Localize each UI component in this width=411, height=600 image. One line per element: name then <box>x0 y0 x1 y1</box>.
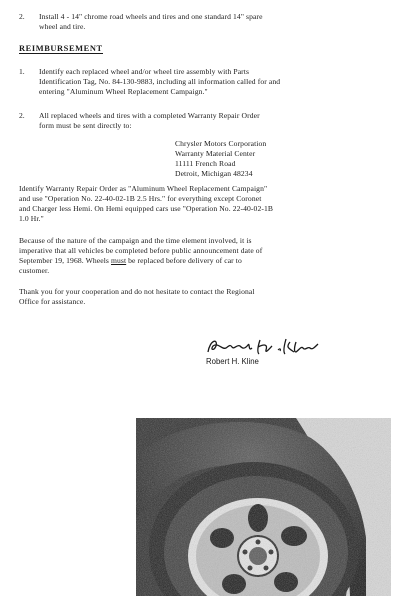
address-line: 11111 French Road <box>175 159 236 168</box>
item-number: 1. <box>19 67 25 76</box>
signature-stroke <box>208 341 252 352</box>
text-run: September 19, 1968. Wheels <box>19 256 111 265</box>
signature-stroke <box>278 349 280 351</box>
text-line: and Charger less Hemi. On Hemi equipped cars use "Operation No. 22-40-02-1B <box>19 204 274 213</box>
text-line: entering "Aluminum Wheel Replacement Campaign." <box>39 87 208 96</box>
text-line: form must be sent directly to: <box>39 121 132 130</box>
text-line: wheel and tire. <box>39 22 86 31</box>
text-line: Thank you for your cooperation and do not hesitate to contact the Regional <box>19 287 255 296</box>
photo-grain <box>136 418 391 596</box>
address-line: Chrysler Motors Corporation <box>175 139 267 148</box>
text-line: and use "Operation No. 22-40-02-1B 2.5 Hrs." for everything except Coronet <box>19 194 262 203</box>
reimbursement-item1-text <box>39 67 280 97</box>
thanks-paragraph <box>19 287 255 307</box>
text-line: Office for assistance. <box>19 297 86 306</box>
text-line: All replaced wheels and tires with a completed Warranty Repair Order <box>39 111 260 120</box>
text-line: imperative that all vehicles be completed before public announcement date of <box>19 246 263 255</box>
text-line <box>19 256 262 266</box>
text-line: Identify Warranty Repair Order as "Aluminum Wheel Replacement Campaign" <box>19 184 268 193</box>
reimbursement-heading: REIMBURSEMENT <box>19 44 103 53</box>
address-block <box>175 139 266 179</box>
signature-stroke <box>284 339 318 354</box>
handwritten-signature <box>204 334 324 358</box>
reimbursement-item2-text <box>39 111 260 131</box>
item2-install-text <box>39 12 263 32</box>
identify-paragraph <box>19 184 273 224</box>
text-line: customer. <box>19 266 50 275</box>
address-line: Detroit, Michigan 48234 <box>175 169 253 178</box>
item-number: 2. <box>19 12 25 21</box>
wheel-photo <box>136 418 391 596</box>
signature-stroke <box>258 340 272 354</box>
campaign-nature-paragraph <box>19 236 262 276</box>
text-run: be replaced before delivery of car to <box>126 256 242 265</box>
item-number: 2. <box>19 111 25 120</box>
text-line: 1.0 Hr." <box>19 214 44 223</box>
text-line: Identify each replaced wheel and/or wheel tire assembly with Parts <box>39 67 250 76</box>
text-line: Because of the nature of the campaign and the time element involved, it is <box>19 236 252 245</box>
text-line: Identification Tag, No. 84-130-9883, including all information called for and <box>39 77 281 86</box>
signatory-name: Robert H. Kline <box>206 357 259 366</box>
underlined-word: must <box>110 256 127 265</box>
address-line: Warranty Material Center <box>175 149 256 158</box>
text-line: Install 4 - 14" chrome road wheels and tires and one standard 14" spare <box>39 12 263 21</box>
